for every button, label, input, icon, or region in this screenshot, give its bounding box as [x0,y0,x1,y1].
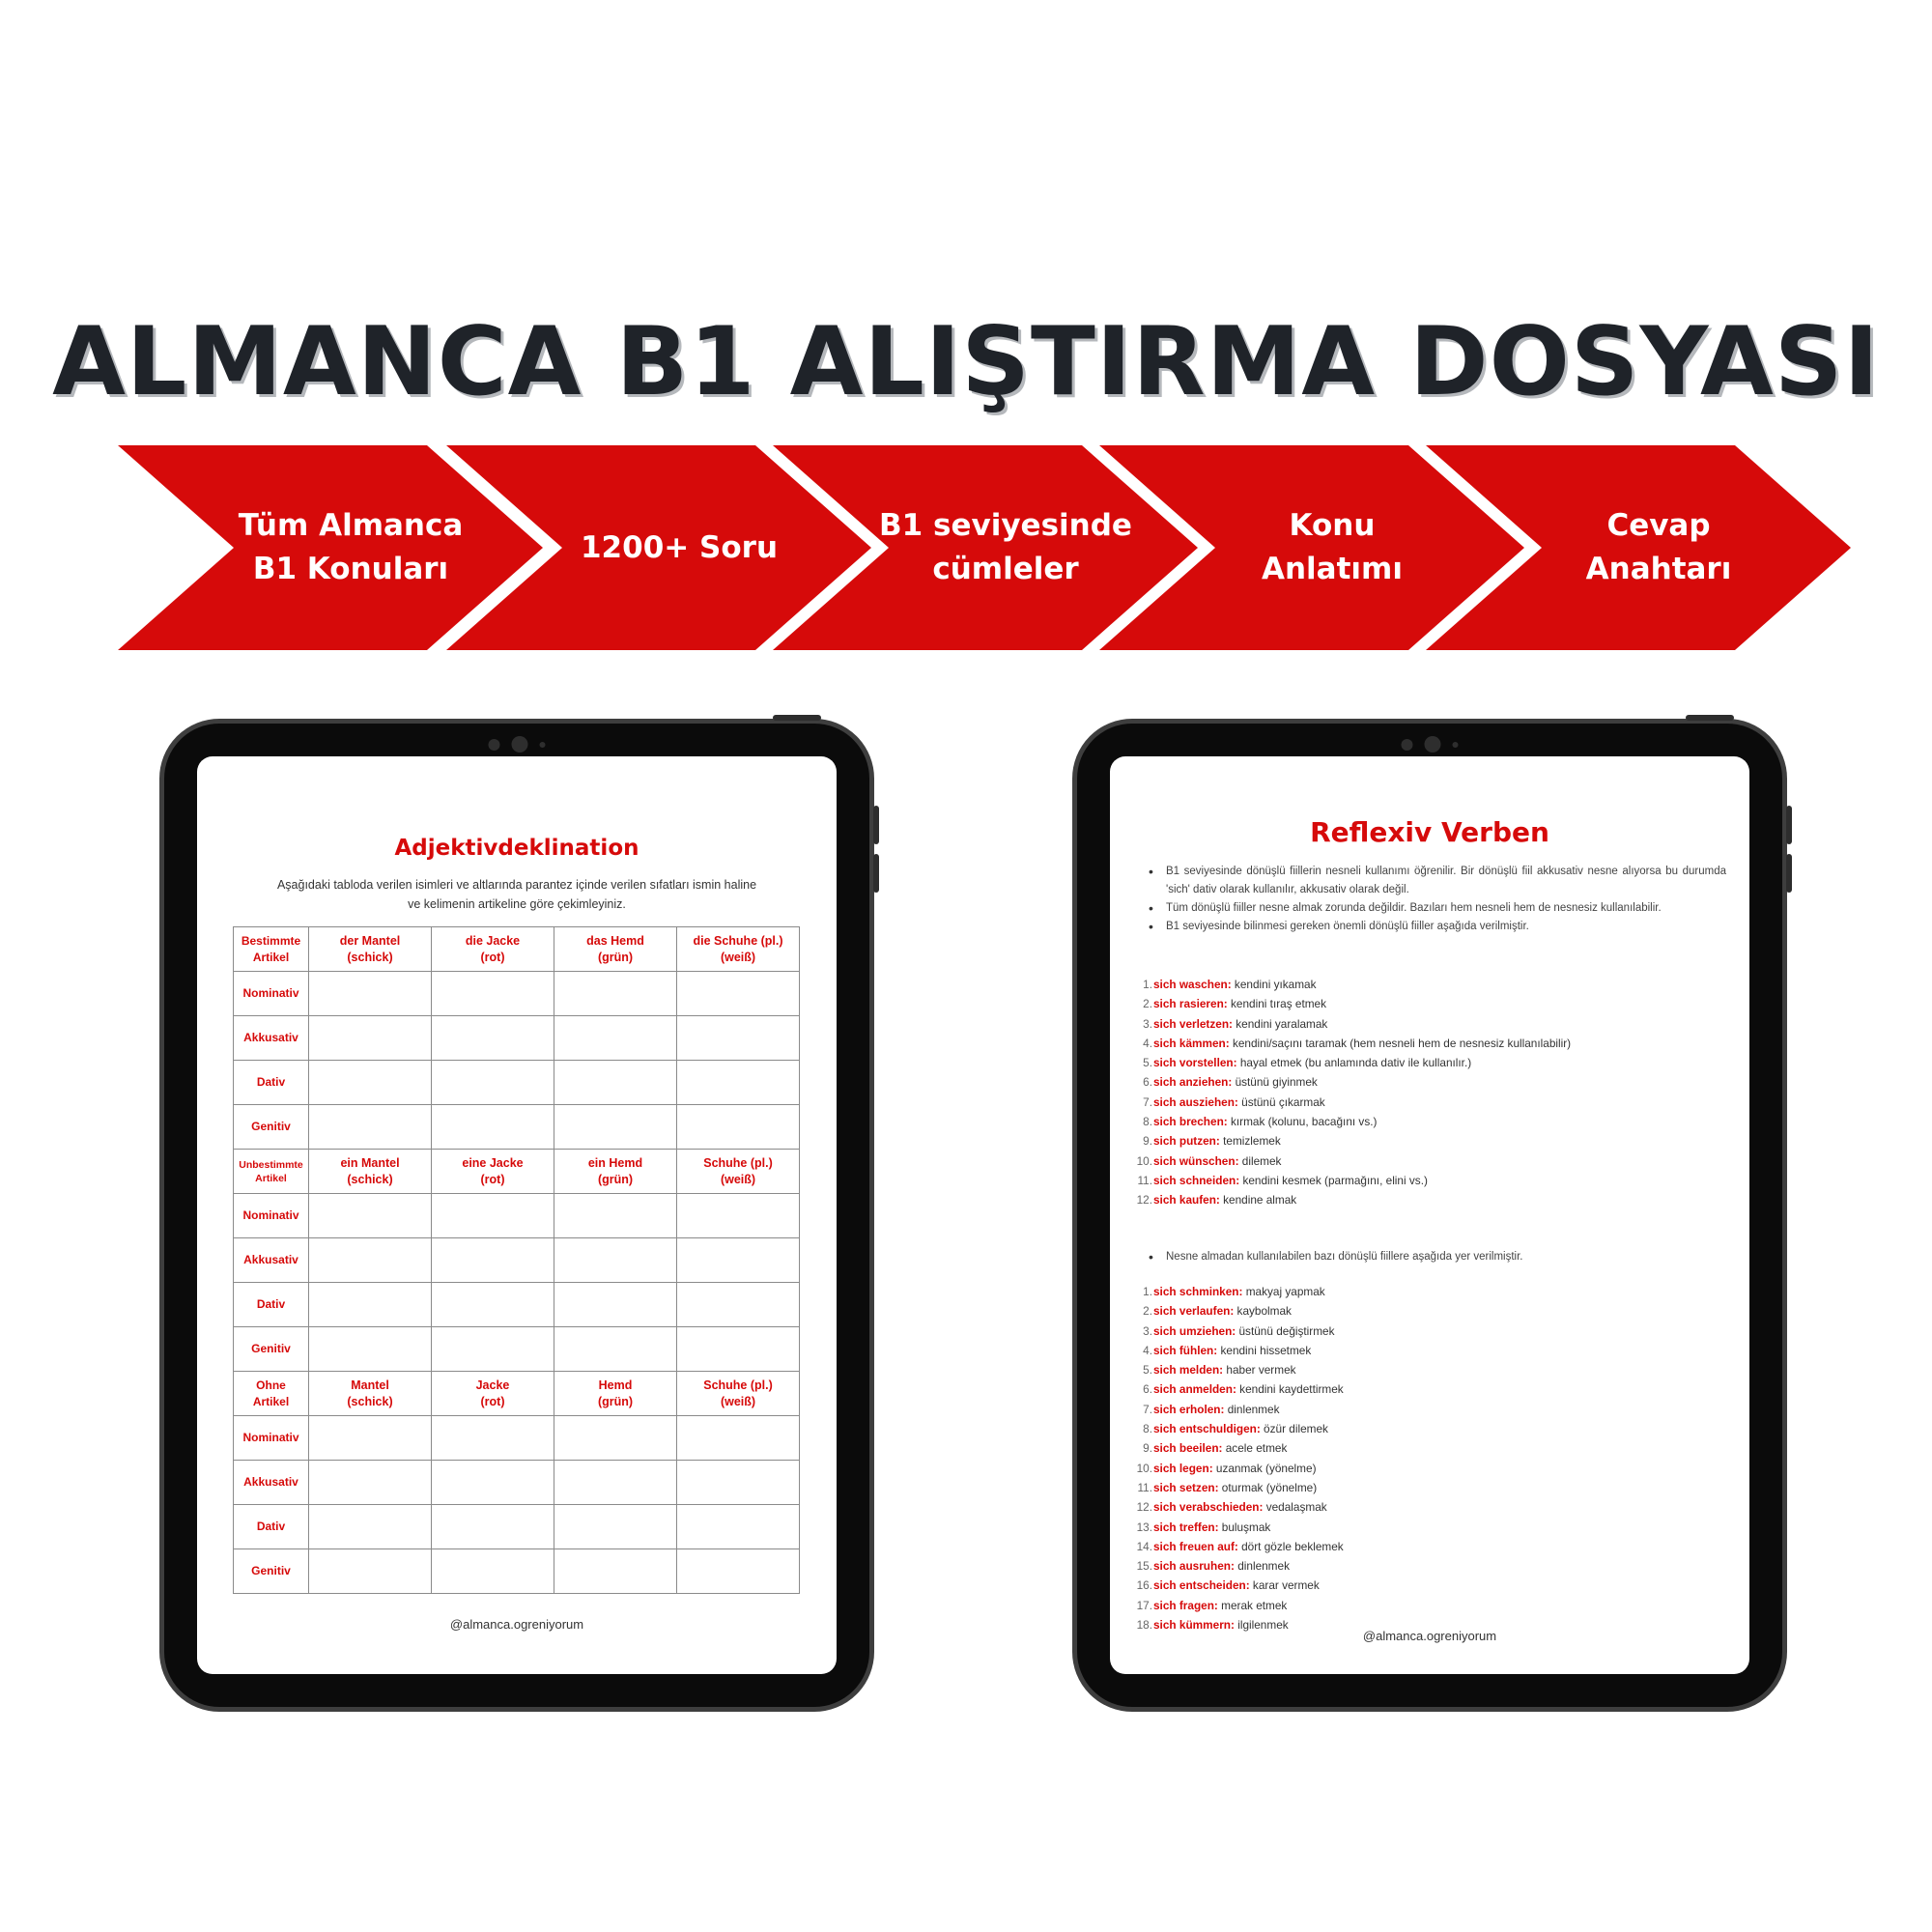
camera-icon [489,736,546,753]
item-number: 17. [1136,1598,1152,1612]
verb-meaning: merak etmek [1217,1598,1288,1612]
verb-list-item [1129,1459,1344,1478]
verb-meaning: karar vermek [1249,1578,1320,1593]
table-row [234,1238,800,1283]
verb-list-item [1129,1112,1571,1131]
answer-cell[interactable] [677,1105,800,1150]
verb-meaning: dört gözle beklemek [1237,1539,1344,1553]
bullet-item: • Tüm dönüşlü fiiller nesne almak zorunda değildir. Bazıları hem nesneli hem de nesnesiz kullanılabilir. [1149,899,1726,918]
verb-term: sich erholen: [1153,1402,1225,1416]
power-button [773,715,821,721]
verb-term: sich melden: [1153,1363,1224,1378]
item-number: 3. [1143,1016,1152,1031]
verb-term: sich legen: [1153,1461,1213,1475]
bullet-item: • Nesne almadan kullanılabilen bazı dönüşlü fiillere aşağıda yer verilmiştir. [1149,1248,1726,1266]
instructions: Aşağıdaki tabloda verilen isimleri ve altlarında parantez içinde verilen sıfatları ismin haline ve kelimenin artikeline göre çekimleyiniz. [276,878,757,911]
verb-list-item [1129,1537,1344,1556]
item-number: 2. [1143,997,1152,1011]
bullet-item: • B1 seviyesinde bilinmesi gereken önemli dönüşlü fiiller aşağıda verilmiştir. [1149,918,1726,936]
verb-term: sich setzen: [1153,1480,1219,1494]
case-label-cell: Genitiv [234,1549,309,1594]
verb-term: sich rasieren: [1153,997,1228,1011]
verb-list-intransitive [1129,1282,1344,1634]
volume-button [1786,806,1792,844]
feature-label: 1200+ Soru [580,529,779,565]
bullet-item: • B1 seviyesinde dönüşlü fiillerin nesneli kullanımı öğrenilir. Bir dönüşlü fiil akkusativ nesne alıyorsa bu durumda 'sich' dativ olarak kullanılır, akkusativ olarak değil. [1149,863,1726,899]
answer-cell[interactable] [554,1016,677,1061]
verb-term: sich waschen: [1153,978,1232,991]
noun-header-cell: Jacke (rot) [432,1372,554,1416]
item-number: 6. [1143,1075,1152,1090]
answer-cell[interactable] [309,1016,432,1061]
noun-header-cell: Schuhe (pl.) (weiß) [677,1150,800,1194]
table-header-row [234,1150,800,1194]
answer-cell[interactable] [554,1416,677,1461]
table-row [234,1105,800,1150]
item-number: 4. [1143,1343,1152,1357]
table-header-row [234,1372,800,1416]
case-label-cell: Akkusativ [234,1461,309,1505]
answer-cell[interactable] [432,1016,554,1061]
page-title: Reflexiv Verben [1310,816,1549,848]
verb-term: sich fragen: [1153,1598,1218,1612]
verb-meaning: kendini yaralamak [1232,1016,1328,1031]
answer-cell[interactable] [432,1283,554,1327]
item-number: 12. [1136,1500,1152,1515]
answer-cell[interactable] [554,1549,677,1594]
item-number: 5. [1143,1363,1152,1378]
verb-list-transitive [1129,975,1571,1210]
declension-table [233,926,800,1594]
verb-term: sich schneiden: [1153,1173,1240,1187]
verb-term: sich entscheiden: [1153,1578,1250,1593]
table-row [234,1194,800,1238]
item-number: 1. [1143,1285,1152,1298]
answer-cell[interactable] [554,1505,677,1549]
tablet-right [1072,719,1787,1712]
verb-list-item [1129,1341,1344,1360]
noun-header-cell: Hemd (grün) [554,1372,677,1416]
case-label-cell: Nominativ [234,1194,309,1238]
answer-cell[interactable] [432,1549,554,1594]
page-footer: @almanca.ogreniyorum [449,1617,584,1632]
answer-cell[interactable] [554,1461,677,1505]
verb-term: sich putzen: [1153,1134,1220,1149]
verb-list-item [1129,1131,1571,1151]
verb-meaning: dinlenmek [1234,1559,1290,1574]
answer-cell[interactable] [554,1105,677,1150]
item-number: 18. [1136,1618,1152,1633]
verb-meaning: dinlenmek [1224,1402,1280,1416]
verb-term: sich treffen: [1153,1520,1219,1534]
table-header-row [234,927,800,972]
verb-list-item [1129,1400,1344,1419]
verb-term: sich freuen auf: [1153,1539,1238,1553]
answer-cell[interactable] [309,1327,432,1372]
case-label-cell: Genitiv [234,1327,309,1372]
volume-button [1786,854,1792,893]
answer-cell[interactable] [554,1327,677,1372]
verb-term: sich brechen: [1153,1115,1228,1129]
noun-header-cell: die Schuhe (pl.) (weiß) [677,927,800,972]
answer-cell[interactable] [677,1416,800,1461]
verb-term: sich ausruhen: [1153,1559,1235,1574]
tablet-left [159,719,874,1712]
verb-meaning: üstünü çıkarmak [1237,1094,1325,1109]
item-number: 7. [1143,1402,1152,1416]
case-label-cell: Nominativ [234,1416,309,1461]
verb-list-item [1129,1321,1344,1341]
item-number: 14. [1136,1539,1152,1553]
feature-chevron-answer-key [1426,445,1851,650]
verb-list-item [1129,1171,1571,1190]
verb-list-item [1129,1053,1571,1072]
verb-list-item [1129,1518,1344,1537]
verb-meaning: ilgilenmek [1234,1618,1289,1633]
table-row [234,1549,800,1594]
feature-label: Konu Anlatımı [1262,508,1403,586]
answer-cell[interactable] [677,1549,800,1594]
verb-meaning: haber vermek [1223,1363,1296,1378]
item-number: 2. [1143,1304,1152,1319]
verb-term: sich verlaufen: [1153,1304,1235,1319]
verb-list-item [1129,1478,1344,1497]
verb-term: sich wünschen: [1153,1153,1239,1168]
verb-list-item [1129,1034,1571,1053]
table-row [234,1016,800,1061]
table-row [234,1505,800,1549]
item-number: 15. [1136,1559,1152,1574]
camera-icon [1402,736,1459,753]
verb-term: sich kaufen: [1153,1193,1220,1208]
verb-term: sich beeilen: [1153,1441,1223,1456]
noun-header-cell: das Hemd (grün) [554,927,677,972]
verb-list-item [1129,1190,1571,1209]
item-number: 9. [1143,1441,1152,1456]
verb-list-item [1129,1301,1344,1321]
item-number: 11. [1137,1480,1152,1494]
item-number: 7. [1143,1094,1152,1109]
answer-cell[interactable] [554,1283,677,1327]
verb-list-item [1129,1072,1571,1092]
item-number: 6. [1143,1382,1152,1397]
table-row [234,1327,800,1372]
feature-label: Cevap Anahtarı [1585,508,1732,586]
verb-meaning: temizlemek [1219,1134,1281,1149]
answer-cell[interactable] [309,1283,432,1327]
table-row [234,972,800,1016]
noun-header-cell: Mantel (schick) [309,1372,432,1416]
answer-cell[interactable] [309,1505,432,1549]
worksheet-reflexiv-verben [1110,756,1749,1674]
table-row [234,1416,800,1461]
answer-cell[interactable] [309,972,432,1016]
case-label-cell: Akkusativ [234,1238,309,1283]
intro-bullets [1149,863,1726,936]
verb-term: sich umziehen: [1153,1323,1236,1338]
verb-term: sich schminken: [1153,1285,1243,1298]
answer-cell[interactable] [432,1238,554,1283]
item-number: 8. [1143,1422,1152,1436]
verb-term: sich anziehen: [1153,1075,1233,1090]
verb-list-item [1129,1596,1344,1615]
article-type-cell: Ohne Artikel [234,1372,309,1416]
answer-cell[interactable] [677,1327,800,1372]
case-label-cell: Dativ [234,1283,309,1327]
verb-meaning: kendini/saçını taramak (hem nesneli hem de nesnesiz kullanılabilir) [1229,1036,1572,1050]
verb-term: sich verletzen: [1153,1016,1233,1031]
verb-meaning: makyaj yapmak [1242,1285,1325,1298]
answer-cell[interactable] [309,1549,432,1594]
noun-header-cell: eine Jacke (rot) [432,1150,554,1194]
feature-label: Tüm Almanca B1 Konuları [238,508,464,586]
verb-list-item [1129,1014,1571,1034]
answer-cell[interactable] [677,972,800,1016]
table-row [234,1061,800,1105]
verb-term: sich kümmern: [1153,1618,1235,1633]
verb-meaning: kendini kesmek (parmağını, elini vs.) [1239,1173,1428,1187]
power-button [1686,715,1734,721]
verb-meaning: acele etmek [1222,1441,1288,1456]
case-label-cell: Genitiv [234,1105,309,1150]
item-number: 8. [1143,1115,1152,1129]
verb-meaning: üstünü giyinmek [1232,1075,1318,1090]
page-footer: @almanca.ogreniyorum [1362,1629,1497,1643]
noun-header-cell: die Jacke (rot) [432,927,554,972]
verb-meaning: özür dilemek [1260,1422,1328,1436]
verb-list-item [1129,1497,1344,1517]
verb-meaning: uzanmak (yönelme) [1212,1461,1317,1475]
verb-term: sich kämmen: [1153,1036,1230,1050]
answer-cell[interactable] [432,1416,554,1461]
verb-list-item [1129,1151,1571,1171]
verb-meaning: dilemek [1238,1153,1282,1168]
verb-meaning: kendini tıraş etmek [1227,997,1327,1011]
item-number: 13. [1136,1520,1152,1534]
answer-cell[interactable] [677,1238,800,1283]
answer-cell[interactable] [309,1416,432,1461]
verb-list-item [1129,1438,1344,1458]
verb-meaning: kendine almak [1219,1193,1297,1208]
verb-term: sich vorstellen: [1153,1056,1237,1070]
verb-term: sich fühlen: [1153,1343,1218,1357]
table-row [234,1283,800,1327]
article-type-cell: Unbestimmte Artikel [234,1150,309,1194]
verb-meaning: kırmak (kolunu, bacağını vs.) [1227,1115,1378,1129]
answer-cell[interactable] [554,1061,677,1105]
answer-cell[interactable] [432,1461,554,1505]
feature-label: B1 seviyesinde cümleler [879,508,1132,586]
case-label-cell: Dativ [234,1505,309,1549]
answer-cell[interactable] [432,972,554,1016]
verb-list-item [1129,994,1571,1013]
verb-term: sich anmelden: [1153,1382,1236,1397]
article-type-cell: Bestimmte Artikel [234,927,309,972]
verb-meaning: kendini yıkamak [1231,978,1317,991]
verb-meaning: hayal etmek (bu anlamında dativ ile kullanılır.) [1236,1056,1472,1070]
case-label-cell: Nominativ [234,972,309,1016]
verb-term: sich verabschieden: [1153,1500,1264,1515]
item-number: 16. [1136,1578,1152,1593]
verb-list-item [1129,1093,1571,1112]
item-number: 5. [1143,1056,1152,1070]
answer-cell[interactable] [432,1327,554,1372]
item-number: 3. [1143,1323,1152,1338]
answer-cell[interactable] [309,1461,432,1505]
item-number: 11. [1137,1173,1152,1187]
answer-cell[interactable] [432,1061,554,1105]
verb-list-item [1129,1556,1344,1576]
verb-meaning: üstünü değiştirmek [1236,1323,1335,1338]
answer-cell[interactable] [677,1016,800,1061]
verb-term: sich entschuldigen: [1153,1422,1261,1436]
item-number: 4. [1143,1036,1152,1050]
verb-list-item [1129,1282,1344,1301]
verb-list-item [1129,1576,1344,1595]
noun-header-cell: der Mantel (schick) [309,927,432,972]
second-bullet [1149,1248,1726,1266]
verb-meaning: oturmak (yönelme) [1218,1480,1318,1494]
answer-cell[interactable] [677,1505,800,1549]
case-label-cell: Dativ [234,1061,309,1105]
answer-cell[interactable] [554,972,677,1016]
verb-list-item [1129,1379,1344,1399]
item-number: 10. [1136,1153,1152,1168]
item-number: 1. [1143,978,1152,991]
answer-cell[interactable] [677,1061,800,1105]
answer-cell[interactable] [432,1194,554,1238]
case-label-cell: Akkusativ [234,1016,309,1061]
answer-cell[interactable] [309,1105,432,1150]
verb-list-item [1129,1360,1344,1379]
answer-cell[interactable] [432,1105,554,1150]
volume-button [873,806,879,844]
noun-header-cell: Schuhe (pl.) (weiß) [677,1372,800,1416]
main-title: ALMANCA B1 ALIŞTIRMA DOSYASI [52,307,1880,417]
answer-cell[interactable] [554,1238,677,1283]
answer-cell[interactable] [677,1461,800,1505]
verb-list-item [1129,975,1571,994]
verb-meaning: kendini hissetmek [1217,1343,1312,1357]
worksheet-adjektivdeklination [197,756,837,1674]
verb-meaning: kendini kaydettirmek [1236,1382,1344,1397]
page-title: Adjektivdeklination [394,836,639,861]
item-number: 12. [1136,1193,1152,1208]
item-number: 9. [1143,1134,1152,1149]
answer-cell[interactable] [309,1061,432,1105]
verb-meaning: buluşmak [1218,1520,1271,1534]
verb-term: sich ausziehen: [1153,1094,1238,1109]
verb-meaning: vedalaşmak [1263,1500,1327,1515]
answer-cell[interactable] [554,1194,677,1238]
answer-cell[interactable] [309,1194,432,1238]
table-row [234,1461,800,1505]
answer-cell[interactable] [677,1194,800,1238]
answer-cell[interactable] [432,1505,554,1549]
item-number: 10. [1136,1461,1152,1475]
volume-button [873,854,879,893]
answer-cell[interactable] [309,1238,432,1283]
noun-header-cell: ein Hemd (grün) [554,1150,677,1194]
verb-list-item [1129,1419,1344,1438]
answer-cell[interactable] [677,1283,800,1327]
noun-header-cell: ein Mantel (schick) [309,1150,432,1194]
verb-meaning: kaybolmak [1234,1304,1292,1319]
